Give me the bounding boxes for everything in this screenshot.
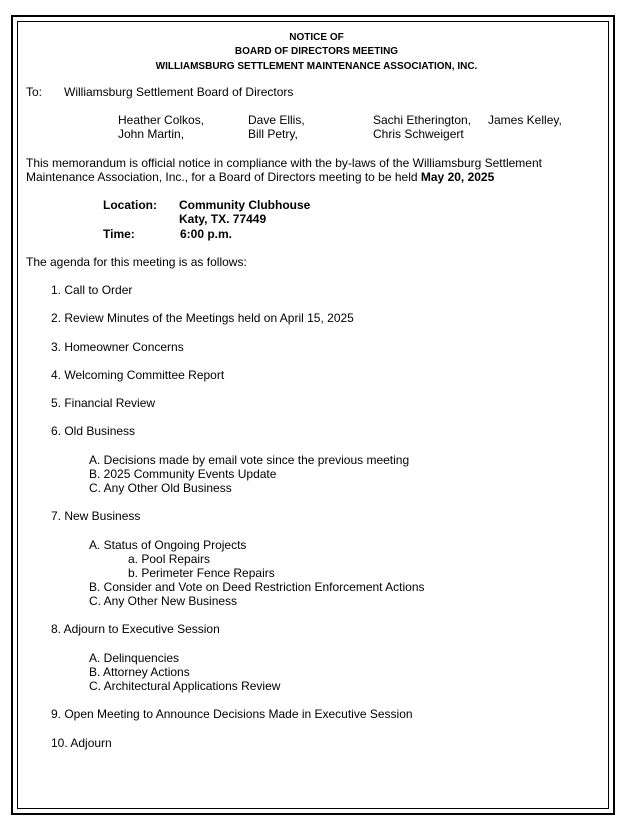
director-name: Heather Colkos,: [118, 113, 205, 127]
to-label: To:: [26, 85, 43, 99]
memo-line2-text: Maintenance Association, Inc., for a Board of Directors meeting to be held: [26, 170, 418, 184]
agenda-item: 3. Homeowner Concerns: [51, 340, 184, 354]
agenda-subitem: A. Decisions made by email vote since the previous meeting: [89, 453, 410, 467]
time-label: Time:: [103, 227, 135, 241]
notice-title-line2: BOARD OF DIRECTORS MEETING: [234, 46, 399, 57]
agenda-item: 9. Open Meeting to Announce Decisions Made in Executive Session: [51, 707, 413, 721]
notice-title-line3: WILLIAMSBURG SETTLEMENT MAINTENANCE ASSOCIATION, INC.: [155, 61, 478, 72]
agenda-item: 8. Adjourn to Executive Session: [51, 622, 220, 636]
agenda-subitem: A. Status of Ongoing Projects: [89, 538, 247, 552]
memo-line1: This memorandum is official notice in compliance with the by-laws of the Williamsburg Settlement: [26, 156, 542, 170]
agenda-subsubitem: b. Perimeter Fence Repairs: [128, 566, 275, 580]
director-name: Chris Schweigert: [373, 127, 464, 141]
agenda-subsubitem: a. Pool Repairs: [128, 552, 211, 566]
agenda-subitem: C. Any Other Old Business: [89, 481, 232, 495]
memo-line2: [26, 170, 494, 184]
director-name: Sachi Etherington,: [373, 113, 472, 127]
agenda-item: 2. Review Minutes of the Meetings held on April 15, 2025: [51, 311, 354, 325]
agenda-subitem: B. Attorney Actions: [89, 665, 190, 679]
agenda-item: 7. New Business: [51, 509, 141, 523]
agenda-intro: The agenda for this meeting is as follows:: [26, 255, 247, 269]
agenda-subitem: C. Any Other New Business: [89, 594, 238, 608]
meeting-date: May 20, 2025: [420, 170, 495, 184]
agenda-item: 6. Old Business: [51, 424, 136, 438]
agenda-subitem: B. 2025 Community Events Update: [89, 467, 277, 481]
agenda-subitem: C. Architectural Applications Review: [89, 679, 281, 693]
director-name: John Martin,: [118, 127, 185, 141]
notice-title-line1: NOTICE OF: [289, 32, 344, 43]
agenda-item: 10. Adjourn: [51, 736, 112, 750]
director-name: James Kelley,: [488, 113, 562, 127]
agenda-item: 4. Welcoming Committee Report: [51, 368, 225, 382]
to-value: Williamsburg Settlement Board of Directors: [64, 85, 294, 99]
location-label: Location:: [103, 198, 157, 212]
time-value: 6:00 p.m.: [180, 227, 233, 241]
location-line2: Katy, TX. 77449: [179, 212, 267, 226]
agenda-item: 1. Call to Order: [51, 283, 133, 297]
location-line1: Community Clubhouse: [179, 198, 311, 212]
agenda-subitem: A. Delinquencies: [89, 651, 180, 665]
director-name: Dave Ellis,: [248, 113, 305, 127]
agenda-item: 5. Financial Review: [51, 396, 156, 410]
director-name: Bill Petry,: [248, 127, 298, 141]
agenda-subitem: B. Consider and Vote on Deed Restriction Enforcement Actions: [89, 580, 425, 594]
